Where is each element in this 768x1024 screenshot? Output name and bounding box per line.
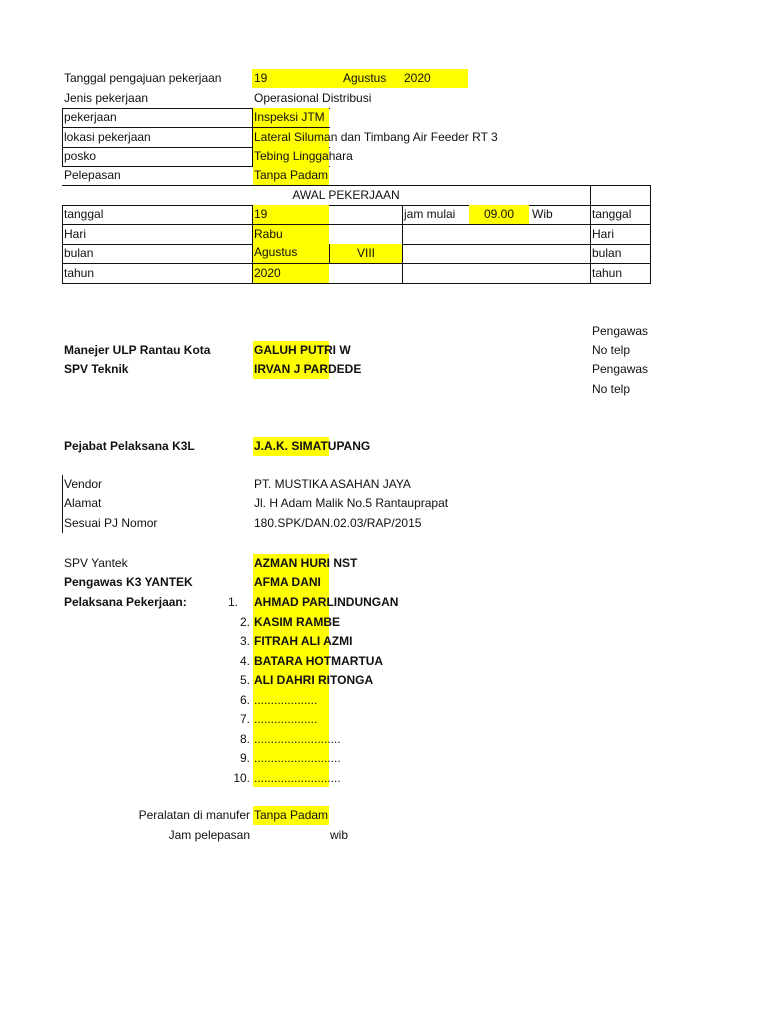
pejabat-label: Pejabat Pelaksana K3L [64,439,195,453]
peralatan-value: Tanpa Padam [254,808,329,822]
worker-name: FITRAH ALI AZMI [254,634,353,648]
worker-name: BATARA HOTMARTUA [254,654,384,668]
awal-tanggal-value: 19 [254,207,268,221]
pengawas-label: Pengawas [592,362,649,376]
worker-number: 10. [233,771,250,785]
posko-value: Tebing Linggahara [254,149,353,163]
bulan-roman: VIII [356,246,375,260]
worker-number: 8. [239,732,250,746]
alamat-value: Jl. H Adam Malik No.5 Rantauprapat [254,496,449,510]
jam-mulai-value: 09.00 [483,207,515,221]
worker-name: KASIM RAMBE [254,615,341,629]
pengawas-k3-label: Pengawas K3 YANTEK [64,575,193,589]
jam-mulai-label: jam mulai [404,207,456,221]
spv-teknik-label: SPV Teknik [64,362,129,376]
worker-number: 2. [239,615,250,629]
rule [402,205,403,283]
lokasi-value: Lateral Siluman dan Timbang Air Feeder RT 3 [254,130,498,144]
awal-tanggal-label: tanggal [64,207,104,221]
bulan-label: bulan [64,246,94,260]
no-telp-label: No telp [592,343,631,357]
manejer-label: Manejer ULP Rantau Kota [64,343,211,357]
wib-label: wib [330,828,349,842]
rule [650,205,651,283]
worker-name: ................... [254,693,318,707]
worker-number: 4. [239,654,250,668]
worker-name: ................... [254,712,318,726]
worker-number: 9. [239,751,250,765]
worker-name: .......................... [254,771,341,785]
rule [62,205,651,206]
pj-nomor-label: Sesuai PJ Nomor [64,516,158,530]
worker-number: 6. [239,693,250,707]
pekerjaan-value: Inspeksi JTM [254,110,325,124]
tahun-label: tahun [64,266,95,280]
alamat-label: Alamat [64,496,102,510]
manejer-name: GALUH PUTRI W [254,343,351,357]
spv-yantek-label: SPV Yantek [64,556,128,570]
spv-yantek-name: AZMAN HURI NST [254,556,358,570]
pekerjaan-label: pekerjaan [64,110,117,124]
rule [62,205,63,283]
jenis-label: Jenis pekerjaan [64,91,149,105]
wib-label: Wib [532,207,553,221]
worker-name: AHMAD PARLINDUNGAN [254,595,399,609]
worker-name: .......................... [254,732,341,746]
spv-teknik-name: IRVAN J PARDEDE [254,362,362,376]
bulan-value: Agustus [254,245,298,259]
peralatan-label: Peralatan di manufer [138,808,250,822]
hari-value: Rabu [254,227,283,241]
rule [62,108,63,166]
pj-nomor-value: 180.SPK/DAN.02.03/RAP/2015 [254,516,422,530]
tanggal-pengajuan-label: Tanggal pengajuan pekerjaan [64,71,222,85]
rule [62,263,651,264]
worker-number: 1. [227,595,238,609]
jenis-value: Operasional Distribusi [254,91,372,105]
rule [590,185,591,283]
worker-number: 7. [239,712,250,726]
pelepasan-value: Tanpa Padam [254,168,329,182]
tanggal-year: 2020 [404,71,431,85]
pengawas-k3-name: AFMA DANI [254,575,321,589]
pelaksana-label: Pelaksana Pekerjaan: [64,595,187,609]
pelepasan-label: Pelepasan [64,168,121,182]
worker-name: .......................... [254,751,341,765]
hari-right-label: Hari [592,227,615,241]
rule [62,475,63,533]
hari-label: Hari [64,227,87,241]
worker-number: 5. [239,673,250,687]
tanggal-day: 19 [254,71,268,85]
posko-label: posko [64,149,97,163]
worker-name: ALI DAHRI RITONGA [254,673,374,687]
tahun-value: 2020 [254,266,281,280]
bulan-right-label: bulan [592,246,622,260]
rule [62,224,651,225]
rule [650,185,651,205]
rule [62,283,651,284]
worker-number: 3. [239,634,250,648]
jam-pelepasan-label: Jam pelepasan [168,828,250,842]
tanggal-month: Agustus [343,71,387,85]
vendor-label: Vendor [64,477,103,491]
pengawas-label: Pengawas [592,324,649,338]
vendor-value: PT. MUSTIKA ASAHAN JAYA [254,477,411,491]
pejabat-name: J.A.K. SIMATUPANG [254,439,371,453]
awal-title: AWAL PEKERJAAN [292,188,400,202]
tanggal-right-label: tanggal [592,207,632,221]
lokasi-label: lokasi pekerjaan [64,130,151,144]
tahun-right-label: tahun [592,266,623,280]
no-telp-label: No telp [592,382,631,396]
